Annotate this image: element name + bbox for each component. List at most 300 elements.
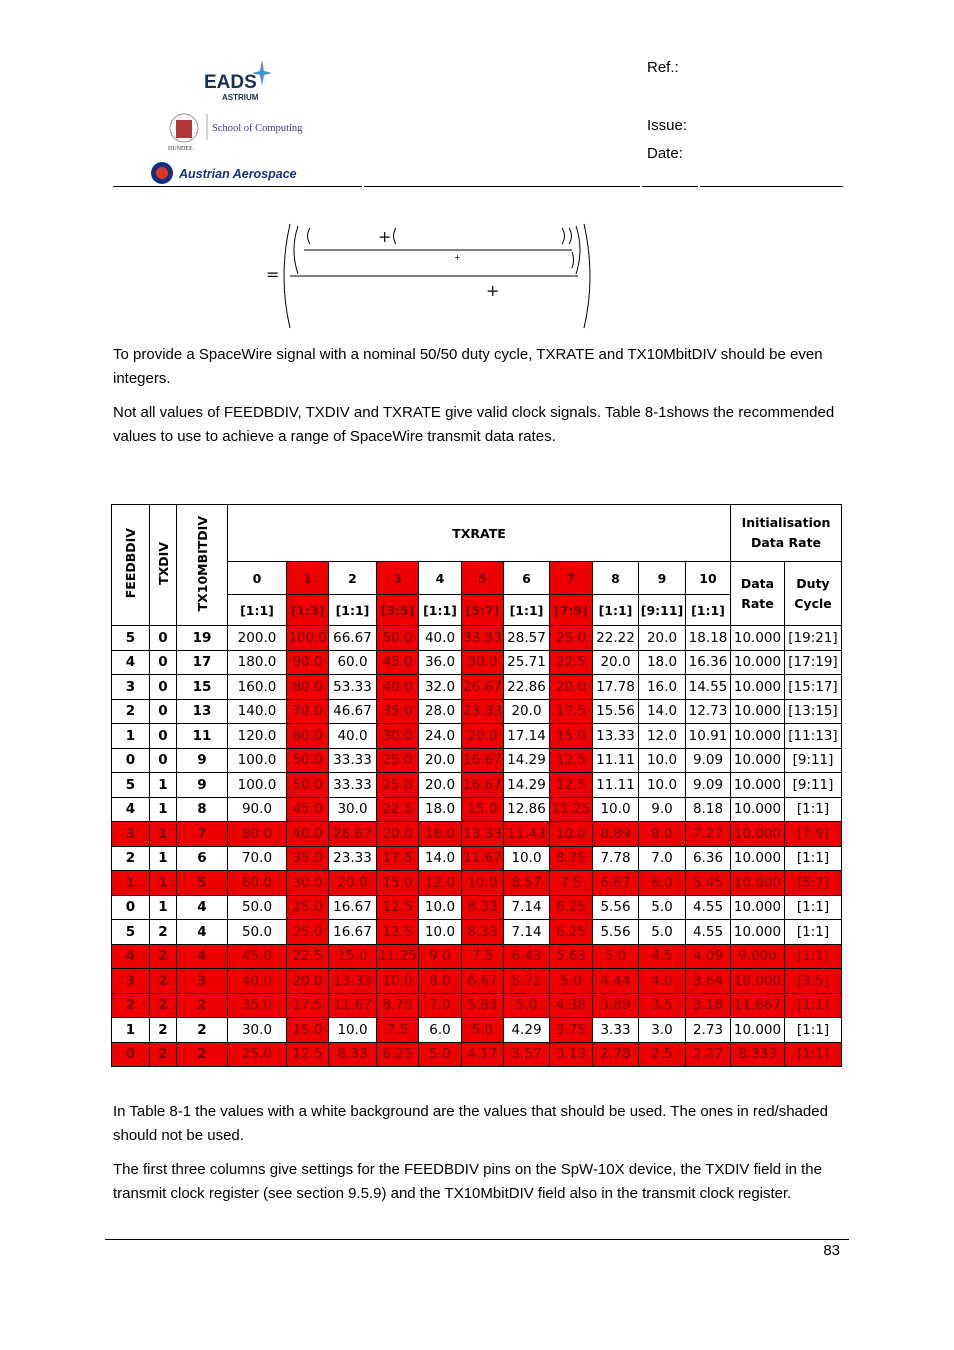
table-cell: 4.0 [639,969,686,994]
table-cell: 4.55 [686,895,731,920]
table-cell: 36.0 [419,650,462,675]
table-cell: 7.14 [504,920,550,945]
table-cell: 20.0 [639,626,686,651]
table-cell: 10.0 [504,846,550,871]
dundee-name-text: DUNDEE [168,146,193,152]
equation [266,222,606,332]
table-cell: 140.0 [228,699,287,724]
table-cell: [1:1] [785,895,842,920]
table-cell: 10.000 [731,1018,785,1043]
table-cell: 18.0 [419,797,462,822]
table-cell: 3.75 [550,1018,593,1043]
table-row [112,650,842,675]
footer-rule [105,1239,849,1240]
table-cell: 10.000 [731,871,785,896]
table-cell: 10.0 [419,920,462,945]
table-cell: 35.0 [287,846,329,871]
table-cell: [11:13] [785,724,842,749]
table-cell: 25.0 [287,920,329,945]
table-cell: 2 [150,969,177,994]
table-cell: [5:7] [785,871,842,896]
table-row [112,626,842,651]
table-cell: 53.33 [329,675,377,700]
table-cell: 12.5 [377,920,419,945]
table-cell: 4.44 [593,969,639,994]
header-tx10mbitdiv: TX10MBITDIV [177,505,228,626]
table-cell: 15.56 [593,699,639,724]
table-row [112,846,842,871]
table-cell: 10.000 [731,724,785,749]
table-cell: 3.33 [593,1018,639,1043]
table-cell: 17.78 [593,675,639,700]
table-cell: 0 [112,748,150,773]
table-cell: 25.0 [377,773,419,798]
table-cell: 20.0 [550,675,593,700]
table-cell: 8.33 [462,920,504,945]
table-cell: 2 [150,944,177,969]
table-cell: 8.0 [639,822,686,847]
table-cell: 11 [177,724,228,749]
table-cell: 5 [112,626,150,651]
table-cell: 23.33 [329,846,377,871]
table-cell: 11.11 [593,773,639,798]
table-cell: 10.0 [593,797,639,822]
table-cell: 2 [177,993,228,1018]
table-cell: 17.5 [550,699,593,724]
table-cell: 35.0 [377,699,419,724]
table-cell: 13.33 [593,724,639,749]
table-cell: 200.0 [228,626,287,651]
table-cell: 10.000 [731,699,785,724]
page-number: 83 [823,1242,840,1259]
header-rule-4 [700,186,843,187]
svg-text:=: = [266,265,280,284]
table-cell: 7.0 [639,846,686,871]
table-cell: 11.67 [462,846,504,871]
table-cell: 66.67 [329,626,377,651]
paragraph-duty-cycle: To provide a SpaceWire signal with a nominal 50/50 duty cycle, TXRATE and TX10MbitDIV should be even integers. [113,346,823,387]
table-cell: 3.64 [686,969,731,994]
table-cell: 8.75 [550,846,593,871]
table-cell: 7.5 [550,871,593,896]
table-cell: 8.89 [593,822,639,847]
table-cell: 16.0 [639,675,686,700]
table-cell: 6.43 [504,944,550,969]
table-cell: 17.14 [504,724,550,749]
table-cell: 12.0 [419,871,462,896]
table-cell: 18.0 [639,650,686,675]
table-cell: 5.0 [639,895,686,920]
txrate-col-4: 4 [419,562,462,595]
table-cell: 18.18 [686,626,731,651]
table-cell: 60.0 [228,871,287,896]
table-cell: 10.000 [731,626,785,651]
table-cell: 4 [177,920,228,945]
table-cell: 40.0 [419,626,462,651]
header-init-data-rate: Initialisation Data Rate [731,505,842,562]
table-cell: 26.67 [329,822,377,847]
txrate-col-9: 9 [639,562,686,595]
table-cell: 12.73 [686,699,731,724]
table-cell: 16.67 [329,920,377,945]
eads-astrium-logo [196,56,286,106]
table-cell: 5.0 [419,1042,462,1067]
table-cell: 2 [150,920,177,945]
table-cell: 10.000 [731,822,785,847]
header-rule-1 [113,186,362,187]
table-cell: 10.000 [731,675,785,700]
table-cell: 90.0 [228,797,287,822]
table-cell: 22.5 [550,650,593,675]
table-cell: 9.0 [639,797,686,822]
table-cell: 10.000 [731,895,785,920]
table-cell: 10.000 [731,920,785,945]
table-cell: 6.0 [639,871,686,896]
table-cell: 8.18 [686,797,731,822]
table-cell: 0 [150,626,177,651]
table-cell: 17.5 [377,846,419,871]
duty-col-7: [7:9] [550,595,593,626]
table-cell: 3.18 [686,993,731,1018]
table-cell: 15.0 [550,724,593,749]
table-cell: 5.0 [550,969,593,994]
table-cell: [1:1] [785,1042,842,1067]
table-cell: 80.0 [287,675,329,700]
table-cell: 45.0 [377,650,419,675]
txrate-col-0: 0 [228,562,287,595]
table-cell: 30.0 [462,650,504,675]
table-cell: 2 [150,1042,177,1067]
table-cell: 50.0 [287,773,329,798]
austrian-aerospace-logo [150,158,350,188]
table-cell: 10.0 [462,871,504,896]
table-cell: 9.0 [419,944,462,969]
table-cell: 12.5 [550,748,593,773]
table-cell: 10.0 [639,773,686,798]
table-cell: 33.33 [329,773,377,798]
table-cell: 2.5 [639,1042,686,1067]
table-cell: 8.333 [731,1042,785,1067]
table-cell: 3 [112,969,150,994]
table-cell: 9.000 [731,944,785,969]
table-cell: 7.0 [419,993,462,1018]
table-cell: 19 [177,626,228,651]
table-row [112,748,842,773]
paragraph-columns-note: The first three columns give settings for the FEEDBDIV pins on the SpW-10X device, the TXDIV field in the transmit clock register (see section 9.5.9) and the TX10MbitDIV field also in the transmit clock register. [113,1161,822,1202]
table-cell: 5.0 [639,920,686,945]
txrate-col-8: 8 [593,562,639,595]
table-cell: 22.5 [287,944,329,969]
txrate-col-7: 7 [550,562,593,595]
table-cell: 4.5 [639,944,686,969]
duty-col-6: [1:1] [504,595,550,626]
table-row [112,699,842,724]
table-cell: 11.25 [377,944,419,969]
txrate-col-10: 10 [686,562,731,595]
table-cell: 10.000 [731,969,785,994]
table-cell: 4.38 [550,993,593,1018]
table-cell: 9 [177,748,228,773]
duty-col-5: [5:7] [462,595,504,626]
table-cell: 3.13 [550,1042,593,1067]
table-cell: 50.0 [228,895,287,920]
table-cell: 7.5 [462,944,504,969]
table-cell: 3 [112,822,150,847]
table-cell: 2 [112,993,150,1018]
table-cell: 2 [177,1042,228,1067]
duty-col-10: [1:1] [686,595,731,626]
duty-col-8: [1:1] [593,595,639,626]
table-cell: 5.0 [504,993,550,1018]
table-cell: 16.36 [686,650,731,675]
table-cell: 15 [177,675,228,700]
duty-col-1: [1:3] [287,595,329,626]
table-cell: 12.86 [504,797,550,822]
table-cell: 6.67 [593,871,639,896]
table-cell: 3.0 [639,1018,686,1043]
table-row [112,1042,842,1067]
table-cell: 12.5 [377,895,419,920]
table-cell: 8.33 [462,895,504,920]
table-cell: 10.0 [639,748,686,773]
table-cell: 8.57 [504,871,550,896]
table-cell: 22.5 [377,797,419,822]
table-cell: 30.0 [287,871,329,896]
txrate-col-3: 3 [377,562,419,595]
table-cell: 1 [150,797,177,822]
duty-col-0: [1:1] [228,595,287,626]
table-cell: 5.0 [593,944,639,969]
table-cell: 14.29 [504,748,550,773]
table-cell: 120.0 [228,724,287,749]
table-cell: 7 [177,822,228,847]
table-cell: 10.0 [329,1018,377,1043]
header-rule-2 [364,186,640,187]
table-cell: 0 [150,748,177,773]
header-data-rate: Data Rate [731,562,785,626]
table-cell: 15.0 [329,944,377,969]
table-cell: 0 [150,675,177,700]
table-cell: 5 [112,920,150,945]
table-cell: 15.0 [287,1018,329,1043]
table-row [112,871,842,896]
table-cell: [1:1] [785,797,842,822]
table-cell: 46.67 [329,699,377,724]
table-cell: 2.73 [686,1018,731,1043]
table-cell: 7.78 [593,846,639,871]
table-cell: 10.0 [550,822,593,847]
table-cell: 0 [150,724,177,749]
table-cell: 5.56 [593,895,639,920]
header-feedbdiv: FEEDBDIV [112,505,150,626]
table-cell: 4.55 [686,920,731,945]
table-cell: 45.0 [287,797,329,822]
table-cell: 30.0 [228,1018,287,1043]
table-cell: 15.0 [377,871,419,896]
table-cell: [17:19] [785,650,842,675]
table-row [112,944,842,969]
paragraph-white-red-note: In Table 8-1 the values with a white background are the values that should be used. The ones in red/shaded should not be used. [113,1103,828,1144]
table-cell: 6.25 [550,895,593,920]
table-cell: 16.67 [329,895,377,920]
table-cell: 28.57 [504,626,550,651]
table-cell: 1 [150,773,177,798]
table-cell: 4 [112,650,150,675]
table-cell: 90.0 [287,650,329,675]
table-cell: [1:1] [785,846,842,871]
table-cell: 2.27 [686,1042,731,1067]
table-cell: 7.5 [377,1018,419,1043]
table-cell: 14.0 [419,846,462,871]
table-row [112,895,842,920]
duty-col-4: [1:1] [419,595,462,626]
table-cell: 0 [112,1042,150,1067]
table-cell: 25.71 [504,650,550,675]
table-cell: 33.33 [462,626,504,651]
table-cell: 11.43 [504,822,550,847]
table-cell: 20.0 [287,969,329,994]
table-cell: 2 [112,846,150,871]
table-cell: 17.5 [287,993,329,1018]
duty-col-2: [1:1] [329,595,377,626]
table-cell: 17 [177,650,228,675]
table-cell: [19:21] [785,626,842,651]
eads-logo-text: EADS [204,72,257,93]
table-cell: 25.0 [287,895,329,920]
table-cell: [15:17] [785,675,842,700]
table-cell: 14.55 [686,675,731,700]
table-cell: 13 [177,699,228,724]
table-cell: 10.0 [419,895,462,920]
table-cell: 45.0 [228,944,287,969]
table-cell: 3.89 [593,993,639,1018]
svg-text:+: + [454,253,461,262]
table-cell: 60.0 [329,650,377,675]
table-cell: 12.0 [639,724,686,749]
table-cell: 20.0 [462,724,504,749]
table-cell: 5.45 [686,871,731,896]
table-cell: 10.000 [731,773,785,798]
table-cell: 50.0 [287,748,329,773]
school-of-computing-text: School of Computing [212,123,303,134]
duty-col-3: [3:5] [377,595,419,626]
table-cell: [1:1] [785,1018,842,1043]
table-cell: [1:1] [785,944,842,969]
table-cell: 6.25 [550,920,593,945]
table-cell: 24.0 [419,724,462,749]
table-cell: 5 [177,871,228,896]
table-cell: 4.29 [504,1018,550,1043]
table-cell: 26.67 [462,675,504,700]
table-cell: 11.67 [329,993,377,1018]
table-cell: 8.0 [419,969,462,994]
table-cell: 40.0 [377,675,419,700]
table-cell: 1 [112,724,150,749]
table-cell: 30.0 [377,724,419,749]
table-cell: 5.83 [462,993,504,1018]
table-cell: 5.56 [593,920,639,945]
table-cell: 20.0 [377,822,419,847]
table-cell: 4 [177,895,228,920]
table-cell: 4.17 [462,1042,504,1067]
astrium-logo-text: ASTRIUM [222,93,259,102]
table-cell: 10.0 [377,969,419,994]
table-cell: 8.75 [377,993,419,1018]
table-cell: 6.67 [462,969,504,994]
date-label: Date: [647,145,683,162]
table-cell: 50.0 [228,920,287,945]
svg-text:+: + [378,227,392,246]
table-cell: 33.33 [329,748,377,773]
table-cell: 10.000 [731,797,785,822]
table-cell: 10.000 [731,748,785,773]
ref-label: Ref.: [647,59,679,76]
transmit-rate-table [111,504,842,1067]
table-cell: 1 [112,871,150,896]
table-cell: 8.33 [329,1042,377,1067]
table-row [112,1018,842,1043]
txrate-col-6: 6 [504,562,550,595]
table-cell: 40.0 [228,969,287,994]
table-cell: 13.33 [329,969,377,994]
table-cell: 28.0 [419,699,462,724]
table-cell: [3:5] [785,969,842,994]
table-cell: 16.67 [462,773,504,798]
table-cell: 14.0 [639,699,686,724]
table-cell: 10.91 [686,724,731,749]
table-cell: 5.0 [462,1018,504,1043]
table-cell: 0 [112,895,150,920]
table-cell: 4 [177,944,228,969]
dundee-logo [150,110,340,154]
txrate-col-2: 2 [329,562,377,595]
table-cell: 7.14 [504,895,550,920]
austrian-aerospace-text: Austrian Aerospace [179,167,297,181]
table-cell: [13:15] [785,699,842,724]
table-cell: 2 [150,1018,177,1043]
table-cell: 50.0 [377,626,419,651]
txrate-col-1: 1 [287,562,329,595]
table-cell: 10.000 [731,846,785,871]
table-cell: 3 [177,969,228,994]
table-cell: 9.09 [686,773,731,798]
table-cell: 5 [112,773,150,798]
table-cell: 5.71 [504,969,550,994]
table-row [112,675,842,700]
table-cell: 16.0 [419,822,462,847]
table-row [112,773,842,798]
table-cell: 2.78 [593,1042,639,1067]
table-cell: 4 [112,944,150,969]
table-row [112,797,842,822]
table-cell: [1:1] [785,920,842,945]
header-txrate: TXRATE [228,505,731,562]
table-cell: 70.0 [287,699,329,724]
table-cell: 70.0 [228,846,287,871]
header-duty-cycle: Duty Cycle [785,562,842,626]
table-cell: 20.0 [419,748,462,773]
table-cell: 2 [150,993,177,1018]
table-cell: 9 [177,773,228,798]
table-row [112,993,842,1018]
table-cell: 22.22 [593,626,639,651]
table-cell: 9.09 [686,748,731,773]
table-cell: 60.0 [287,724,329,749]
table-cell: 80.0 [228,822,287,847]
table-cell: 11.25 [550,797,593,822]
table-cell: 32.0 [419,675,462,700]
table-cell: 12.5 [287,1042,329,1067]
